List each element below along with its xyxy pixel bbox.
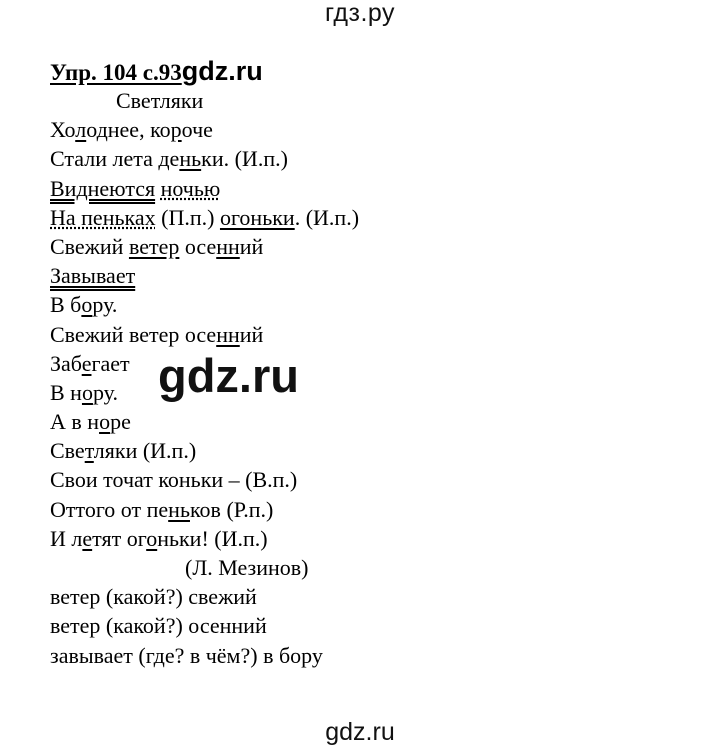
analysis-line-3: завывает (где? в чём?) в бору	[50, 642, 323, 668]
adverbial-word: ночью	[160, 175, 221, 201]
poem-line-1	[50, 115, 359, 144]
text-part: осе	[179, 233, 217, 259]
poem-line-7	[50, 290, 359, 319]
adverbial-word: На пеньках	[50, 204, 156, 230]
poem-line-15	[50, 524, 359, 553]
exercise-header	[50, 56, 263, 87]
underlined-letter: л	[75, 117, 87, 143]
text-part: (П.п.)	[155, 204, 220, 230]
poem-line-12	[50, 436, 359, 465]
poem-line-11	[50, 407, 359, 436]
exercise-title: Упр. 104 с.93	[50, 60, 182, 85]
underlined-letter: о	[81, 292, 93, 318]
underlined-letter: р	[170, 117, 182, 143]
underlined-letter: нь	[179, 146, 202, 172]
underlined-letter: нь	[168, 496, 190, 522]
text-part: В н	[50, 379, 82, 405]
predicate-word: Виднеются	[50, 175, 156, 201]
text-part: ий	[239, 321, 264, 347]
subject-word: огоньки	[219, 204, 295, 230]
text-part: Свежий ветер осе	[50, 321, 217, 347]
text-part: ре	[110, 409, 131, 435]
text-part: ий	[239, 233, 264, 259]
text-part: оче	[181, 117, 213, 143]
watermark-center: gdz.ru	[158, 349, 299, 402]
text-part: Свежий	[50, 233, 129, 259]
text-part: Стали лета де	[50, 146, 180, 172]
text-part: однее, ко	[86, 117, 171, 143]
poem-line-4	[50, 203, 359, 232]
poem-line-8	[50, 320, 359, 349]
poem-author: (Л. Мезинов)	[185, 555, 309, 580]
underlined-letter: о	[99, 409, 111, 435]
poem-line-6	[50, 261, 359, 290]
analysis-line-1: ветер (какой?) свежий	[50, 584, 257, 610]
text-part: гает	[91, 350, 130, 376]
underlined-letter: нн	[216, 233, 240, 259]
text-part: И л	[50, 525, 83, 551]
poem-line-5	[50, 232, 359, 261]
text-part: В б	[50, 292, 82, 318]
text-part: ки. (И.п.)	[201, 146, 288, 172]
poem-line-2	[50, 144, 359, 173]
site-footer-label: gdz.ru	[325, 718, 395, 746]
text-part: Све	[50, 438, 85, 464]
subject-word: ветер	[128, 233, 180, 259]
watermark-header: gdz.ru	[181, 56, 263, 86]
text-part: . (И.п.)	[294, 204, 360, 230]
predicate-word: Завывает	[50, 263, 136, 289]
text-part: Оттого от пе	[50, 496, 169, 522]
text-part: ру.	[92, 379, 118, 405]
text-part: ков (Р.п.)	[189, 496, 274, 522]
site-header-label: гдз.ру	[324, 0, 396, 27]
text-part: Заб	[50, 350, 82, 376]
analysis-line-2: ветер (какой?) осенний	[50, 613, 267, 639]
poem-line-3	[50, 174, 359, 203]
poem-line-13: Свои точат коньки – (В.п.)	[50, 467, 298, 493]
text-part: тят ог	[92, 525, 147, 551]
underlined-letter: о	[81, 379, 93, 405]
underlined-letter: е	[82, 525, 93, 551]
poem-title: Светляки	[116, 88, 204, 113]
text-part: Хо	[50, 117, 76, 143]
poem-line-14	[50, 495, 359, 524]
text-part: ру.	[92, 292, 118, 318]
underlined-letter: е	[81, 350, 92, 376]
underlined-letter: о	[146, 525, 158, 551]
text-part: А в н	[50, 409, 100, 435]
underlined-letter: т	[84, 438, 94, 464]
text-part: ляки (И.п.)	[93, 438, 197, 464]
underlined-letter: нн	[216, 321, 240, 347]
text-part: ньки! (И.п.)	[157, 525, 268, 551]
